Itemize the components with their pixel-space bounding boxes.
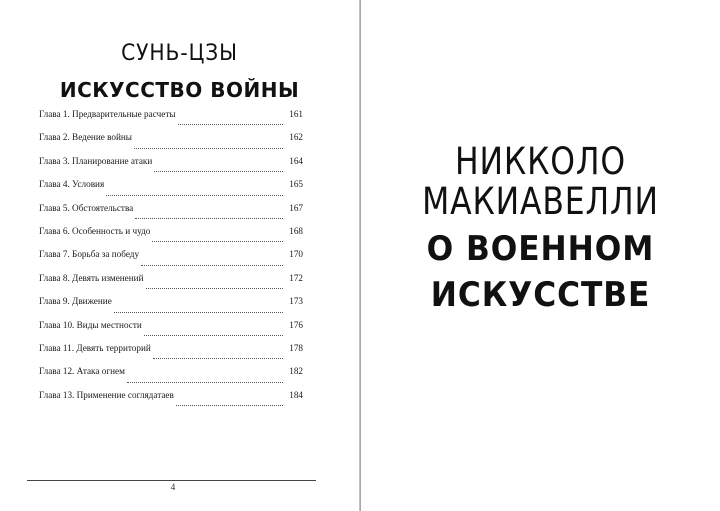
toc-entry-page: 164 (289, 155, 303, 166)
toc-entry (39, 226, 303, 249)
toc-leader-dots (154, 164, 283, 172)
toc-entry (39, 109, 303, 132)
toc-entry (39, 343, 303, 366)
toc-entry-label: Глава 7. Борьба за победу (39, 249, 140, 260)
toc-entry-label: Глава 9. Движение (39, 296, 112, 307)
toc-entry-page: 162 (289, 132, 303, 143)
section-author: СУНЬ-ЦЗЫ (121, 41, 238, 66)
toc-entry-label: Глава 5. Обстоятельства (39, 202, 134, 213)
toc-entry-label: Глава 13. Применение соглядатаев (39, 389, 174, 400)
toc-leader-dots (135, 211, 283, 219)
book-title-line-1: О ВОЕННОМ (426, 229, 655, 269)
author-first-name: НИККОЛО (455, 140, 626, 183)
toc-leader-dots (106, 188, 283, 196)
toc-entry-page: 167 (289, 202, 303, 213)
toc-entry (39, 296, 303, 319)
footer-rule (27, 480, 316, 481)
toc-entry (39, 366, 303, 389)
toc-leader-dots (176, 398, 283, 406)
toc-entry (39, 273, 303, 296)
book-title-line-2: ИСКУССТВЕ (430, 275, 651, 315)
toc-leader-dots (127, 375, 283, 383)
toc-entry-page: 172 (289, 272, 303, 283)
toc-entry-page: 165 (289, 179, 303, 190)
toc-leader-dots (146, 281, 283, 289)
toc-entry (39, 249, 303, 272)
left-page (0, 0, 359, 511)
toc-entry-label: Глава 12. Атака огнем (39, 366, 125, 377)
page-number: 4 (170, 482, 176, 492)
toc-entry (39, 320, 303, 343)
toc-entry-page: 168 (289, 225, 303, 236)
toc-entry-label: Глава 10. Виды местности (39, 319, 142, 330)
toc-entry (39, 132, 303, 155)
toc-leader-dots (114, 305, 283, 313)
toc-entry-label: Глава 3. Планирование атаки (39, 155, 153, 166)
toc-entry-label: Глава 11. Девять территорий (39, 342, 151, 353)
toc-entry-label: Глава 6. Особенность и чудо (39, 225, 151, 236)
toc-entry (39, 156, 303, 179)
toc-entry-page: 161 (289, 109, 303, 119)
toc-entry (39, 203, 303, 226)
toc-entry-page: 176 (289, 319, 303, 330)
toc-leader-dots (144, 328, 283, 336)
toc-entry-page: 184 (289, 389, 303, 400)
section-title: ИСКУССТВО ВОЙНЫ (59, 78, 300, 102)
toc-entry-label: Глава 2. Ведение войны (39, 132, 132, 143)
toc-leader-dots (141, 258, 283, 266)
toc-entry-label: Глава 8. Девять изменений (39, 272, 144, 283)
toc-entry-page: 173 (289, 296, 303, 307)
toc-entry-label: Глава 4. Условия (39, 179, 105, 190)
table-of-contents (39, 109, 303, 413)
toc-entry-page: 170 (289, 249, 303, 260)
toc-leader-dots (134, 141, 283, 149)
toc-leader-dots (153, 351, 283, 359)
toc-entry-label: Глава 1. Предварительные расчеты (39, 109, 176, 119)
right-page (361, 0, 720, 511)
toc-entry (39, 390, 303, 413)
toc-entry-page: 178 (289, 342, 303, 353)
toc-entry (39, 179, 303, 202)
toc-leader-dots (152, 234, 283, 242)
toc-leader-dots (178, 117, 283, 125)
toc-entry-page: 182 (289, 366, 303, 377)
author-last-name: МАКИАВЕЛЛИ (422, 180, 659, 223)
